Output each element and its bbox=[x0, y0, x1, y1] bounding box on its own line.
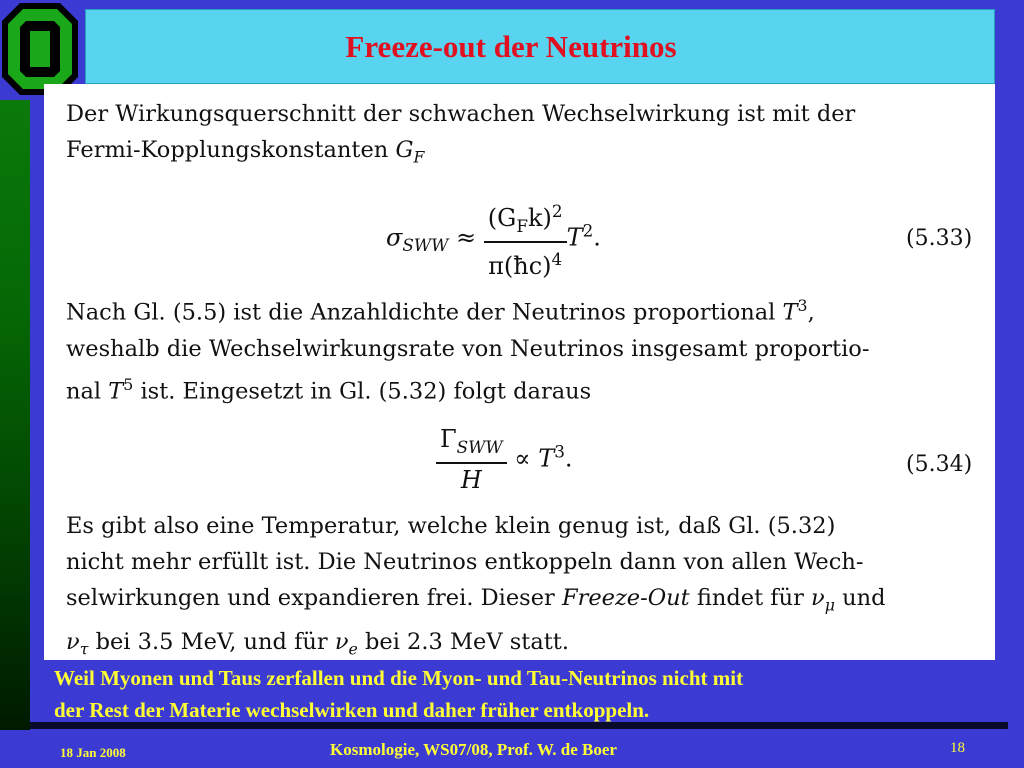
p1-line2: Fermi-Kopplungskonstanten $G_F$ bbox=[66, 137, 425, 167]
eq2-fraction: $\frac{\Gamma_{SWW}}{H}$ bbox=[436, 424, 507, 496]
eq1-fraction: $\frac{(G_Fk)^2}{\pi(ħc)^4}$ bbox=[484, 196, 567, 282]
caption-line2: der Rest der Materie wechselwirken und daher früher entkoppeln. bbox=[54, 698, 650, 722]
paragraph-2 bbox=[66, 288, 869, 409]
p1-line1: Der Wirkungsquerschnitt der schwachen Wechselwirkung ist mit der bbox=[66, 101, 856, 127]
footer-date: 18 Jan 2008 bbox=[60, 745, 126, 760]
caption-line1: Weil Myonen und Taus zerfallen und die Myon- und Tau-Neutrinos nicht mit bbox=[54, 666, 744, 690]
footer-course-info: Kosmologie, WS07/08, Prof. W. de Boer bbox=[330, 740, 617, 759]
p3-line1: Es gibt also eine Temperatur, welche klein genug ist, daß Gl. (5.32) bbox=[66, 513, 836, 539]
slide-title: Freeze-out der Neutrinos bbox=[345, 29, 677, 64]
logo-square-icon bbox=[2, 3, 78, 95]
equation-number-5-33: (5.33) bbox=[906, 226, 973, 251]
equation-5-34: $\frac{\Gamma_{SWW}}{H}$ ∝ $T^3$. bbox=[436, 424, 573, 496]
caption bbox=[54, 662, 1004, 726]
paragraph-1 bbox=[66, 96, 855, 176]
page-number: 18 bbox=[950, 740, 965, 756]
p3-line3: selwirkungen und expandieren frei. Dieser Freeze-Out findet für $\nu_\mu$ und bbox=[66, 585, 886, 615]
p3-line2: nicht mehr erfüllt ist. Die Neutrinos entkoppeln dann von allen Wech- bbox=[66, 549, 864, 575]
scanned-text-panel bbox=[44, 84, 995, 660]
p2-line3: nal $T^5$ ist. Eingesetzt in Gl. (5.32) folgt daraus bbox=[66, 374, 592, 404]
p2-line2: weshalb die Wechselwirkungsrate von Neutrinos insgesamt proportio- bbox=[66, 335, 870, 362]
p3-line4: $\nu_\tau$ bei 3.5 MeV, und für $\nu_e$ bei 2.3 MeV statt. bbox=[66, 628, 569, 658]
p2-line1: Nach Gl. (5.5) ist die Anzahldichte der Neutrinos proportional $T^3$, bbox=[66, 296, 815, 326]
paragraph-3 bbox=[66, 508, 886, 667]
footer-divider bbox=[30, 722, 1008, 729]
equation-number-5-34: (5.34) bbox=[906, 452, 973, 477]
equation-5-33: $\sigma_{SWW}$ ≈ $\frac{(G_Fk)^2}{\pi(ħc)^4}$ $T^2$. bbox=[386, 196, 601, 282]
left-accent-bar bbox=[0, 100, 30, 730]
title-box bbox=[85, 9, 995, 84]
